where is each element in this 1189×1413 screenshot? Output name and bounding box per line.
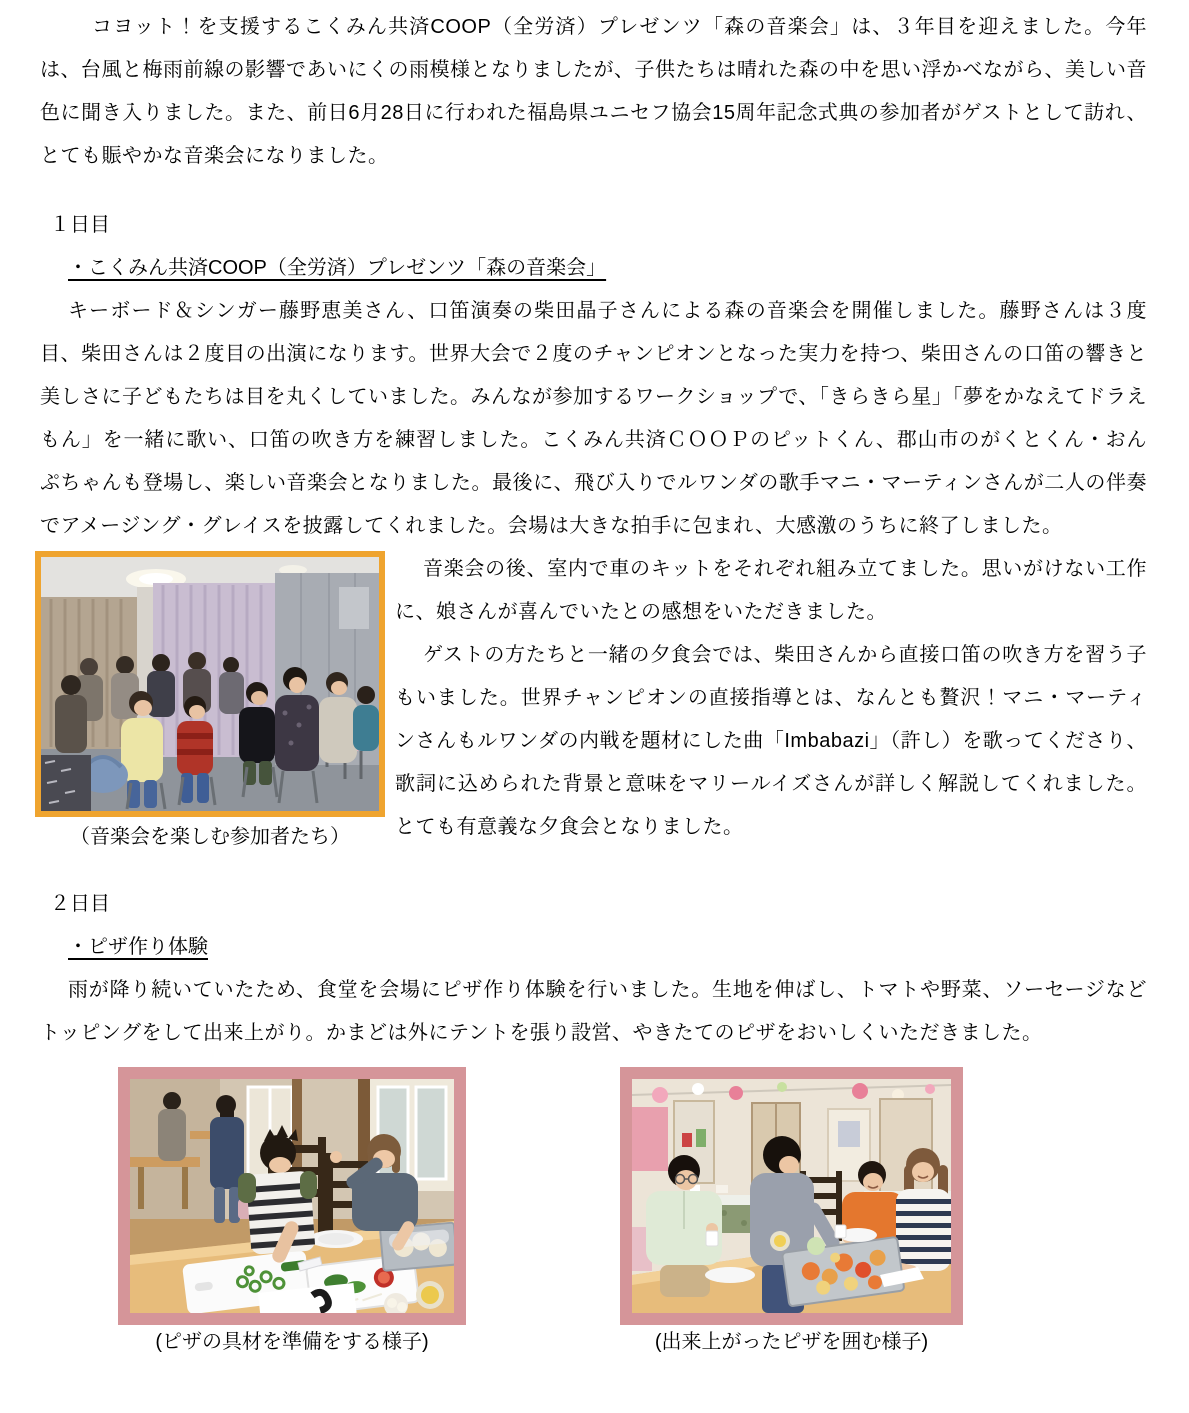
concert-photo-caption: （音楽会を楽しむ参加者たち） — [70, 826, 350, 848]
pizza-table-caption: (出来上がったピザを囲む様子) — [654, 1331, 929, 1353]
day2-subheading: ・ピザ作り体験 — [68, 936, 208, 958]
pizza-table-photo — [620, 1067, 963, 1325]
day1-paragraph-2: 音楽会の後、室内で車のキットをそれぞれ組み立てました。思いがけない工作に、娘さんが喜んでいたとの感想をいただきました。 — [395, 558, 1147, 623]
day1-photo-section — [40, 548, 1147, 857]
concert-audience-illustration — [41, 557, 379, 811]
pizza-prep-figure — [118, 1067, 466, 1357]
day1-paragraph-3: ゲストの方たちと一緒の夕食会では、柴田さんから直接口笛の吹き方を習う子もいました。世界チャンピオンの直接指導とは、なんとも贅沢！マニ・マーティンさんもルワンダの内戦を題材にした曲「Imbabazi」（許し）を歌ってくださり、歌詞に込められた背景と意味をマリールイズさんが詳しく解説してくれました。とても有意義な夕食会となりました。 — [395, 644, 1147, 838]
day2-photo-row — [118, 1067, 1147, 1357]
concert-photo-figure — [35, 551, 385, 857]
pizza-table-illustration — [632, 1079, 951, 1313]
pizza-table-figure — [620, 1067, 963, 1357]
day1-subheading: ・こくみん共済COOP（全労済）プレゼンツ「森の音楽会」 — [68, 257, 607, 279]
day2-title: ２日目 — [50, 893, 110, 915]
pizza-prep-caption: (ピザの具材を準備をする様子) — [155, 1331, 429, 1353]
day2-paragraph: 雨が降り続いていたため、食堂を会場にピザ作り体験を行いました。生地を伸ばし、トマトや野菜、ソーセージなどトッピングをして出来上がり。かまどは外にテントを張り設営、やきたてのピザをおいしくいただきました。 — [40, 979, 1147, 1044]
pizza-prep-illustration — [130, 1079, 454, 1313]
concert-photo — [35, 551, 385, 817]
day1-paragraph-1: キーボード＆シンガー藤野恵美さん、口笛演奏の柴田晶子さんによる森の音楽会を開催しました。藤野さんは３度目、柴田さんは２度目の出演になります。世界大会で２度のチャンピオンとなった実力を持つ、柴田さんの口笛の響きと美しさに子どもたちは目を丸くしていました。みんなが参加するワークショップで、「きらきら星」「夢をかなえてドラえもん」を一緒に歌い、口笛の吹き方を練習しました。こくみん共済ＣＯＯＰのピットくん、郡山市のがくとくん・おんぷちゃんも登場し、楽しい音楽会となりました。最後に、飛び入りでルワンダの歌手マニ・マーティンさんが二人の伴奏でアメージング・グレイスを披露してくれました。会場は大きな拍手に包まれ、大感激のうちに終了しました。 — [40, 300, 1147, 537]
pizza-prep-photo — [118, 1067, 466, 1325]
day1-title: １日目 — [50, 214, 110, 236]
intro-paragraph: コヨット！を支援するこくみん共済COOP（全労済）プレゼンツ「森の音楽会」は、３年目を迎えました。今年は、台風と梅雨前線の影響であいにくの雨模様となりましたが、子供たちは晴れた森の中を思い浮かべながら、美しい音色に聞き入りました。また、前日6月28日に行われた福島県ユニセフ協会15周年記念式典の参加者がゲストとして訪れ、とても賑やかな音楽会になりました。 — [40, 16, 1147, 167]
